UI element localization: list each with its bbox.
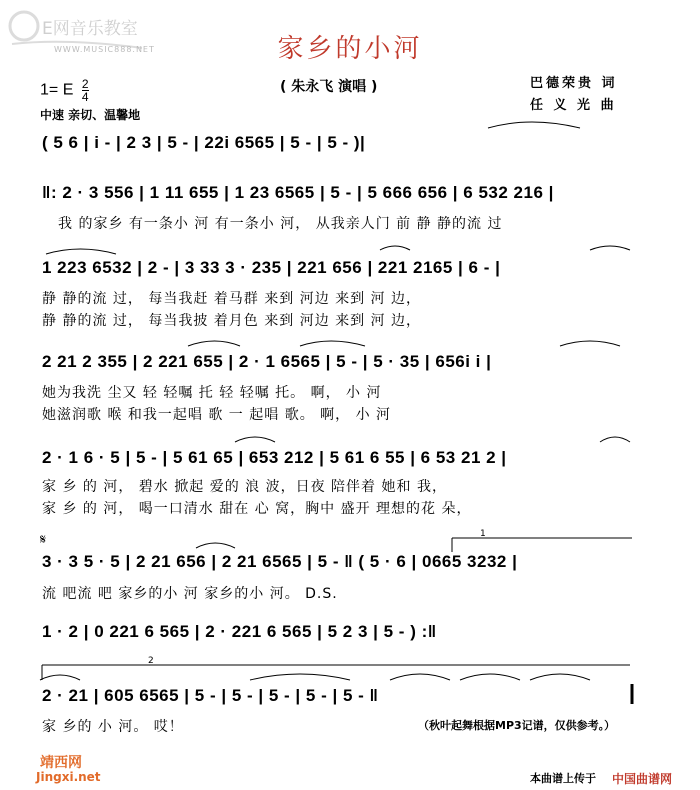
slur	[46, 249, 116, 254]
notation-row-1: ( 5 6 | i - | 2 3 | 5 - | 22i 6565 | 5 - | 5 - )|	[42, 133, 366, 152]
bottom-watermark-url: Jingxi.net	[36, 770, 101, 784]
notation-row-6: 3 · 3 5 · 5 | 2 21 656 | 2 21 6565 | 5 - ‖ ( 5 · 6 | 0665 3232 |	[42, 552, 518, 571]
time-signature: $\frac{2}{4}$	[81, 77, 89, 104]
lyric-row-8-verse-1: 家 乡的 小 河。 哎！	[42, 719, 184, 735]
slur	[188, 341, 240, 346]
slur	[390, 674, 450, 680]
slur	[488, 122, 580, 128]
slur	[590, 246, 630, 250]
notation-row-2: ‖: 2 · 3 556 | 1 11 655 | 1 23 6565 | 5 - | 5 666 656 | 6 532 216 |	[42, 183, 554, 202]
notation-row-4: 2 21 2 355 | 2 221 655 | 2 · 1 6565 | 5 - | 5 · 35 | 656i i |	[42, 352, 492, 371]
lyric-row-2-verse-1: 我 的家乡 有一条小 河 有一条小 河， 从我亲人门 前 静 静的流 过	[58, 216, 503, 232]
slur	[196, 543, 235, 548]
lyric-row-4-verse-1: 她为我洗 尘又 轻 轻嘱 托 轻 轻嘱 托。 啊， 小 河	[42, 385, 382, 401]
notation-row-3: 1 223 6532 | 2 - | 3 33 3 · 235 | 221 656 | 221 2165 | 6 - |	[42, 258, 501, 277]
volta-2-label: 2	[148, 656, 154, 666]
key-label: 1= E	[40, 81, 74, 99]
notation-row-8: 2 · 21 | 605 6565 | 5 - | 5 - | 5 - | 5 - | 5 - ‖	[42, 686, 379, 705]
lyric-row-3-verse-2: 静 静的流 过， 每当我披 着月色 来到 河边 来到 河 边，	[42, 313, 422, 329]
slur	[250, 674, 350, 680]
slur	[40, 675, 80, 680]
segno-sign: 𝄋	[40, 532, 47, 548]
tempo-marking: 中速 亲切、温馨地	[40, 108, 141, 122]
lyricist: 巴德荣贵 词	[530, 76, 618, 91]
singer: ( 朱永飞 演唱 )	[280, 79, 378, 95]
source-logo: 中国曲谱网	[612, 772, 673, 786]
notation-row-5: 2 · 1 6 · 5 | 5 - | 5 61 65 | 653 212 | 5 61 6 55 | 6 53 21 2 |	[42, 448, 507, 467]
composer: 任 义 光 曲	[530, 98, 617, 113]
source-text: 本曲谱上传于	[530, 772, 596, 785]
transcription-note: （秋叶起舞根据MP3记谱，仅供参考。）	[418, 719, 616, 732]
bottom-watermark-name: 靖西网	[40, 755, 82, 771]
slur	[600, 437, 630, 442]
lyric-row-5-verse-1: 家 乡 的 河， 碧水 掀起 爱的 浪 波，日夜 陪伴着 她和 我，	[42, 479, 447, 495]
lyric-row-4-verse-2: 她滋润歌 喉 和我一起唱 歌 一 起唱 歌。 啊， 小 河	[42, 407, 392, 423]
notation-row-7: 1 · 2 | 0 221 6 565 | 2 · 221 6 565 | 5 2 3 | 5 - ) :‖	[42, 622, 437, 641]
lyric-row-5-verse-2: 家 乡 的 河， 喝一口清水 甜在 心 窝，胸中 盛开 理想的花 朵，	[42, 501, 472, 517]
lyric-row-6-verse-1: 流 吧流 吧 家乡的小 河 家乡的小 河。 D.S.	[42, 586, 338, 602]
slur	[300, 341, 365, 346]
slur	[380, 246, 410, 250]
lyric-row-3-verse-1: 静 静的流 过， 每当我赶 着马群 来到 河边 来到 河 边，	[42, 291, 422, 307]
volta-1-label: 1	[480, 529, 486, 539]
slur	[560, 341, 620, 346]
slur	[235, 437, 275, 442]
slur	[530, 674, 590, 680]
slur	[460, 674, 520, 680]
song-title: 家乡的小河	[277, 34, 423, 64]
watermark-site-name: E网音乐教室	[42, 19, 138, 39]
watermark-url: WWW.MUSIC888.NET	[54, 45, 155, 54]
